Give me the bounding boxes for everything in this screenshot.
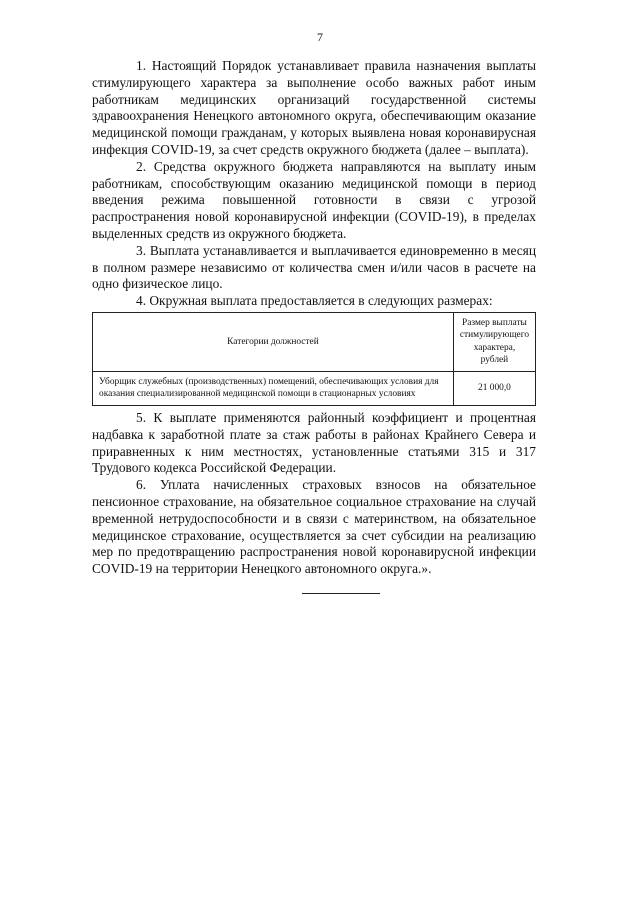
paragraph-5: 5. К выплате применяются районный коэффициент и процентная надбавка к заработной плате за стаж работы в районах Крайнего Севера и приравненных к ним местностях, установленные статьями 315 и 317 Трудового кодекса Российской Федерации. [92,409,536,476]
row-category: Уборщик служебных (производственных) помещений, обеспечивающих условия для оказания специализированной медицинской помощи в стационарных условиях [93,371,454,405]
header-payment-size: Размер выплаты стимулирующего характера, рублей [453,312,535,371]
paragraph-3: 3. Выплата устанавливается и выплачивается единовременно в месяц в полном размере независимо от количества смен и/или часов в расчете на одно физическое лицо. [92,242,536,292]
page-number: 7 [317,30,323,44]
paragraph-4: 4. Окружная выплата предоставляется в следующих размерах: [136,293,493,309]
row-amount: 21 000,0 [453,371,535,405]
document-body [92,58,536,578]
header-category: Категории должностей [93,312,454,371]
table-row [93,371,536,405]
paragraph-1: 1. Настоящий Порядок устанавливает правила назначения выплаты стимулирующего характера за выполнение особо важных работ иным работникам медицинских организаций государственной системы здравоохранения Ненецкого автономного округа, обеспечивающим оказание медицинской помощи гражданам, у которых выявлена новая коронавирусная инфекция COVID-19, за счет средств окружного бюджета (далее – выплата). [92,58,536,157]
end-divider [302,593,380,594]
table-header-row [93,312,536,371]
paragraph-2: 2. Средства окружного бюджета направляются на выплату иным работникам, способствующим оказанию медицинской помощи в период введения режима повышенной готовности в связи с угрозой распространения новой коронавирусной инфекции (COVID-19), в пределах выделенных средств из окружного бюджета. [92,158,536,241]
payment-rates-table [92,312,536,406]
paragraph-6: 6. Уплата начисленных страховых взносов на обязательное пенсионное страхование, на обязательное социальное страхование на случай временной нетрудоспособности и в связи с материнством, на обязательное медицинское страхование, осуществляется за счет субсидии на реализацию мер по предотвращению распространения новой коронавирусной инфекции COVID-19 на территории Ненецкого автономного округа.». [92,477,536,577]
